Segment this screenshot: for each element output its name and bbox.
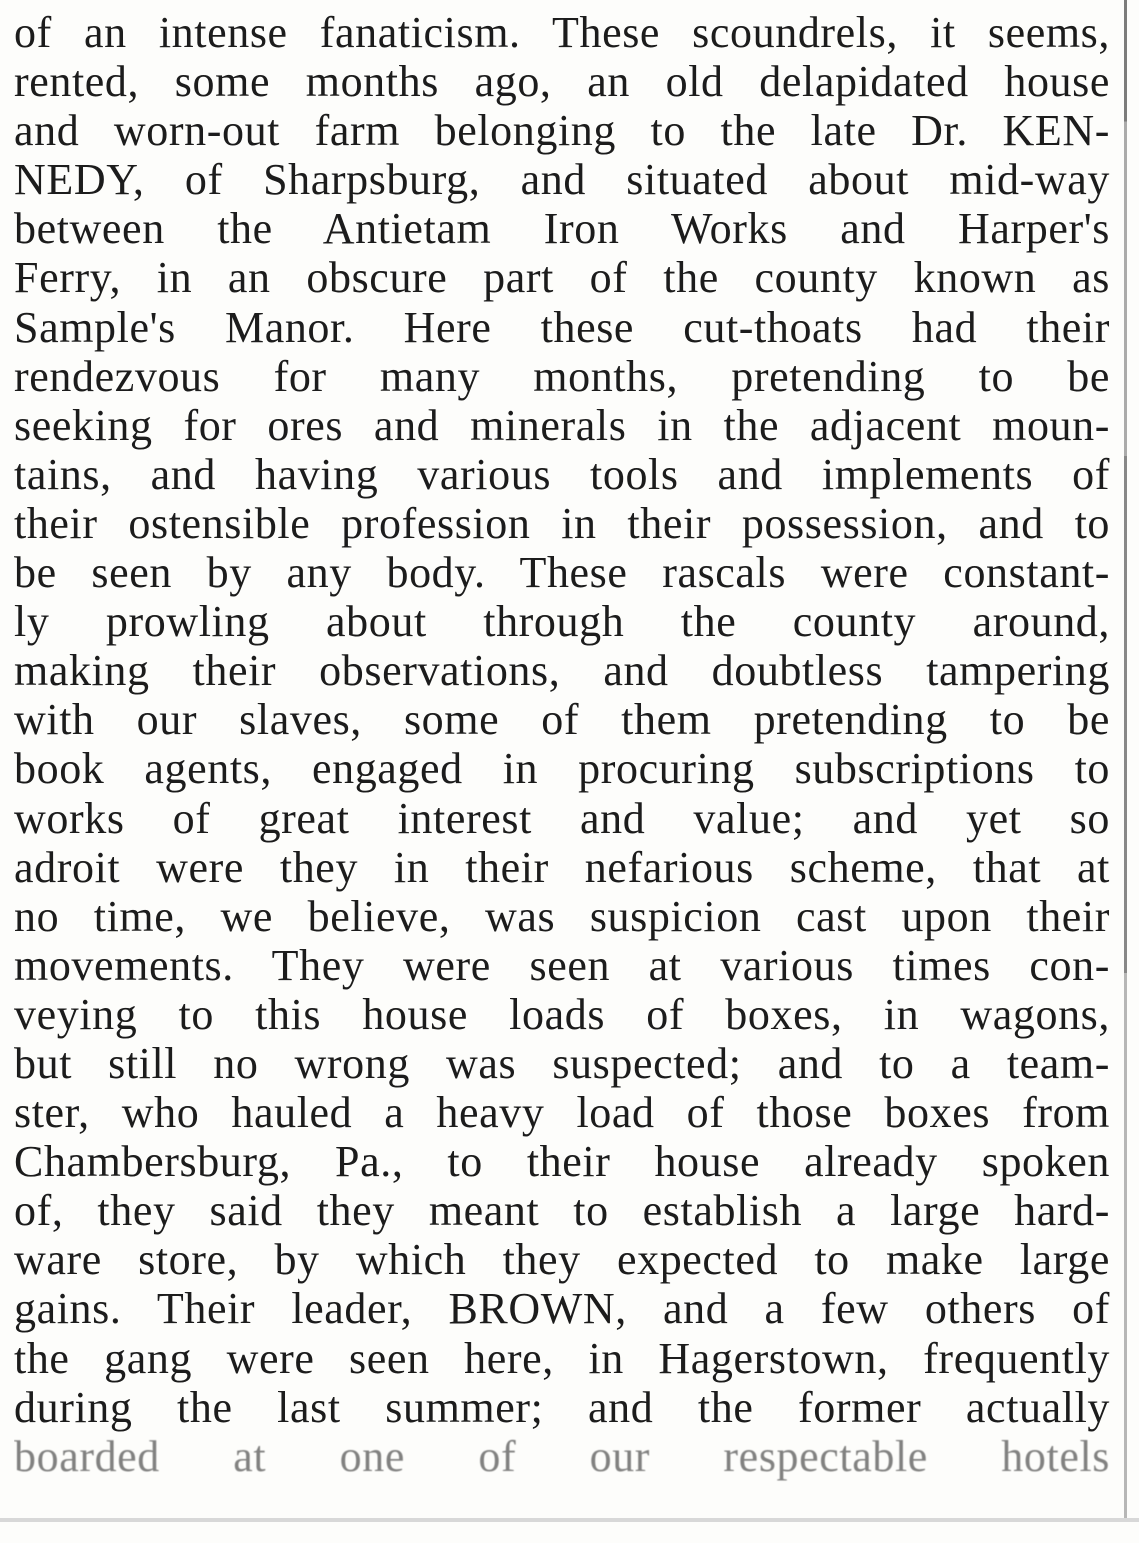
text-line: movements. They were seen at various times con-	[14, 940, 1110, 990]
text-line: rendezvous for many months, pretending to be	[14, 351, 1110, 401]
article-column	[14, 8, 1110, 1508]
text-line: Ferry, in an obscure part of the county known as	[14, 253, 1110, 303]
text-line: and worn-out farm belonging to the late Dr. KEN-	[14, 106, 1110, 156]
text-line: tains, and having various tools and implements of	[14, 449, 1110, 499]
text-line: gains. Their leader, BROWN, and a few others of	[14, 1284, 1110, 1334]
text-line: of, they said they meant to establish a large hard-	[14, 1186, 1110, 1236]
text-line: ware store, by which they expected to make large	[14, 1235, 1110, 1285]
text-line: between the Antietam Iron Works and Harper's	[14, 204, 1110, 254]
text-line: but still no wrong was suspected; and to a team-	[14, 1038, 1110, 1088]
text-line: be seen by any body. These rascals were constant-	[14, 548, 1110, 598]
text-line: Sample's Manor. Here these cut-thoats had their	[14, 302, 1110, 352]
text-line: with our slaves, some of them pretending to be	[14, 695, 1110, 745]
text-line: Chambersburg, Pa., to their house already spoken	[14, 1137, 1110, 1187]
text-line: seeking for ores and minerals in the adjacent moun-	[14, 400, 1110, 450]
page-edge-divider	[0, 1518, 1139, 1522]
text-line: making their observations, and doubtless tampering	[14, 646, 1110, 696]
text-line: book agents, engaged in procuring subscriptions to	[14, 744, 1110, 794]
text-line: ster, who hauled a heavy load of those boxes from	[14, 1088, 1110, 1138]
text-line: adroit were they in their nefarious scheme, that at	[14, 842, 1110, 892]
text-line: no time, we believe, was suspicion cast upon their	[14, 891, 1110, 941]
text-line: their ostensible profession in their possession, and to	[14, 498, 1110, 548]
text-line: NEDY, of Sharpsburg, and situated about mid-way	[14, 155, 1110, 205]
text-line: the gang were seen here, in Hagerstown, frequently	[14, 1333, 1110, 1383]
text-line: of an intense fanaticism. These scoundrels, it seems,	[14, 8, 1110, 57]
text-line: ly prowling about through the county around,	[14, 597, 1110, 647]
text-line: during the last summer; and the former actually	[14, 1382, 1110, 1432]
text-line: rented, some months ago, an old delapidated house	[14, 57, 1110, 107]
text-line-cut-off: boarded at one of our respectable hotels	[14, 1431, 1110, 1481]
text-line: works of great interest and value; and yet so	[14, 793, 1110, 843]
text-line: veying to this house loads of boxes, in wagons,	[14, 989, 1110, 1039]
column-rule	[1124, 0, 1127, 1520]
